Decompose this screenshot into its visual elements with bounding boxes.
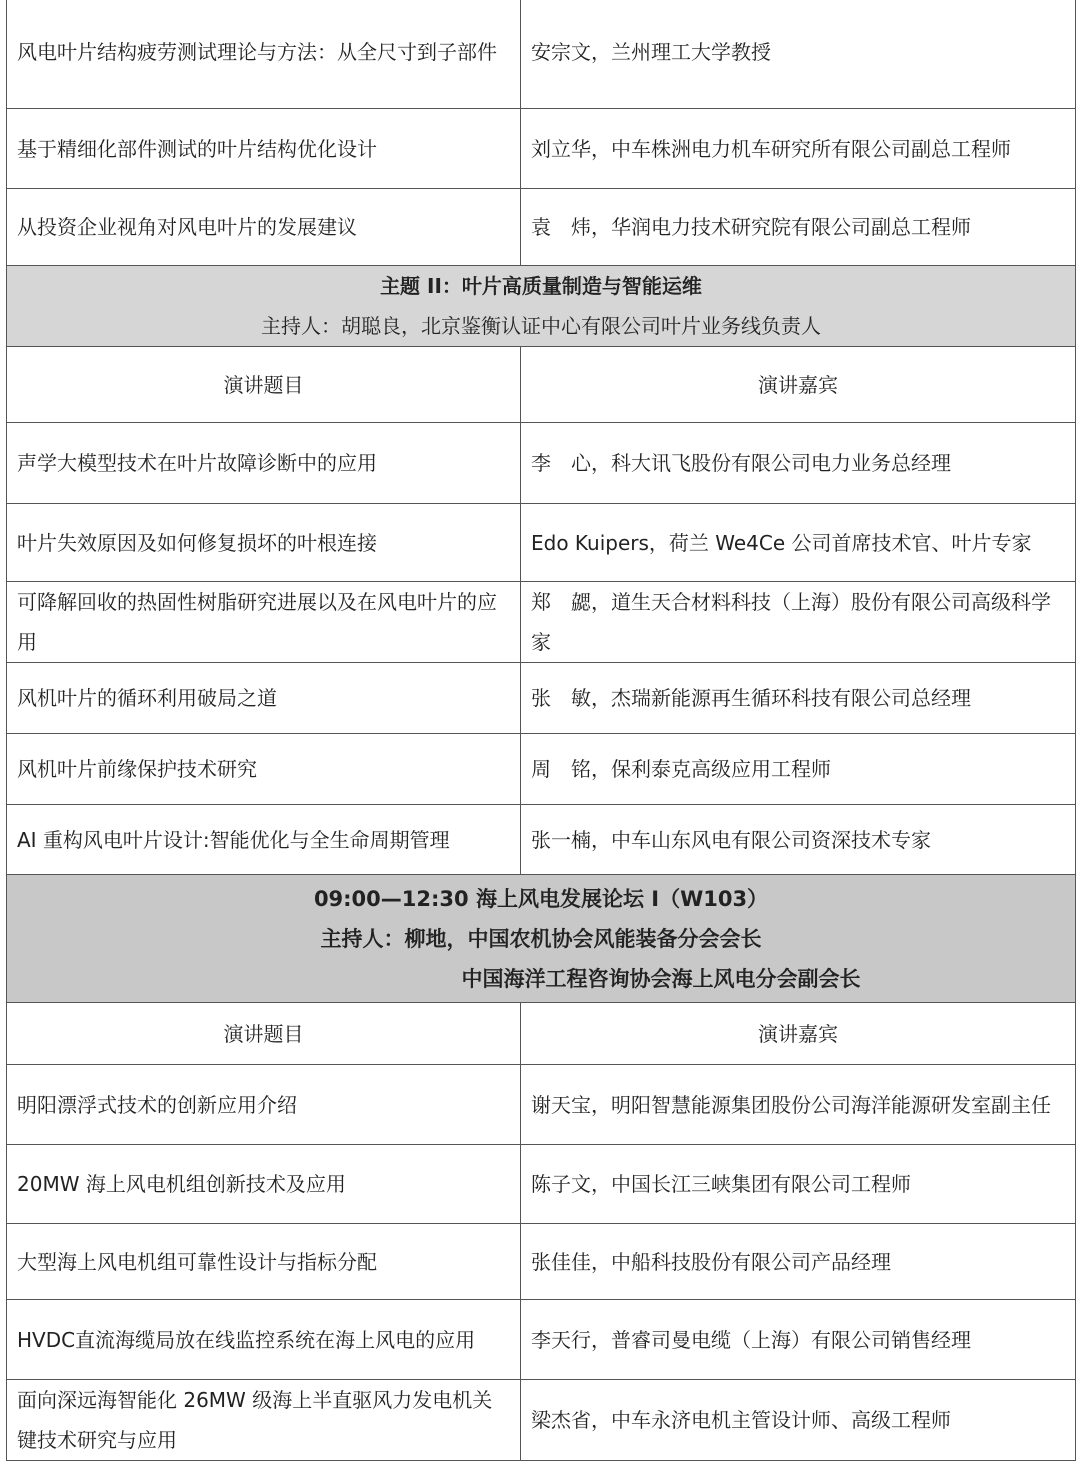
column-header-row: [7, 347, 1076, 423]
table-row: [7, 582, 1076, 663]
section-header-cell: [7, 266, 1076, 347]
talk-title: AI 重构风电叶片设计:智能优化与全生命周期管理: [7, 805, 521, 875]
talk-speaker: 安宗文，兰州理工大学教授: [521, 0, 1076, 109]
session-host-line-1: 主持人：柳地，中国农机协会风能装备分会会长: [320, 926, 762, 951]
talk-title: 基于精细化部件测试的叶片结构优化设计: [7, 109, 521, 189]
talk-title: 明阳漂浮式技术的创新应用介绍: [7, 1065, 521, 1145]
talk-speaker: 袁 炜，华润电力技术研究院有限公司副总工程师: [521, 189, 1076, 266]
talk-speaker: 谢天宝，明阳智慧能源集团股份公司海洋能源研发室副主任: [521, 1065, 1076, 1145]
theme-host: 主持人：胡聪良，北京鉴衡认证中心有限公司叶片业务线负责人: [261, 314, 821, 338]
talk-speaker: 周 铭，保利泰克高级应用工程师: [521, 734, 1076, 805]
talk-title: 风电叶片结构疲劳测试理论与方法：从全尺寸到子部件: [7, 0, 521, 109]
talk-title: 面向深远海智能化 26MW 级海上半直驱风力发电机关键技术研究与应用: [7, 1380, 521, 1461]
session-host-line-2: 中国海洋工程咨询协会海上风电分会副会长: [461, 966, 861, 991]
talk-speaker: 张一楠，中车山东风电有限公司资深技术专家: [521, 805, 1076, 875]
table-row: [7, 734, 1076, 805]
session-title: 09:00—12:30 海上风电发展论坛 I（W103）: [313, 886, 769, 911]
column-header-speaker: 演讲嘉宾: [521, 347, 1076, 423]
table-row: [7, 0, 1076, 109]
talk-title: 风机叶片的循环利用破局之道: [7, 663, 521, 734]
talk-title: HVDC直流海缆局放在线监控系统在海上风电的应用: [7, 1300, 521, 1380]
talk-speaker: 郑 勰，道生天合材料科技（上海）股份有限公司高级科学家: [521, 582, 1076, 663]
table-row: [7, 663, 1076, 734]
table-row: [7, 1224, 1076, 1300]
talk-title: 风机叶片前缘保护技术研究: [7, 734, 521, 805]
table-row: [7, 805, 1076, 875]
section-header-theme-2: [7, 266, 1076, 347]
talk-title: 可降解回收的热固性树脂研究进展以及在风电叶片的应用: [7, 582, 521, 663]
table-row: [7, 189, 1076, 266]
agenda-table: [6, 0, 1076, 1461]
section-header-forum: [7, 875, 1076, 1003]
talk-speaker: 李 心，科大讯飞股份有限公司电力业务总经理: [521, 423, 1076, 504]
table-row: [7, 1145, 1076, 1224]
talk-title: 20MW 海上风电机组创新技术及应用: [7, 1145, 521, 1224]
talk-speaker: 张 敏，杰瑞新能源再生循环科技有限公司总经理: [521, 663, 1076, 734]
talk-speaker: 梁杰省，中车永济电机主管设计师、高级工程师: [521, 1380, 1076, 1461]
column-header-title: 演讲题目: [7, 1003, 521, 1065]
column-header-title: 演讲题目: [7, 347, 521, 423]
talk-speaker: 陈子文，中国长江三峡集团有限公司工程师: [521, 1145, 1076, 1224]
talk-title: 大型海上风电机组可靠性设计与指标分配: [7, 1224, 521, 1300]
talk-speaker: Edo Kuipers，荷兰 We4Ce 公司首席技术官、叶片专家: [521, 504, 1076, 582]
table-row: [7, 1065, 1076, 1145]
table-row: [7, 504, 1076, 582]
section-header-cell: [7, 875, 1076, 1003]
table-row: [7, 109, 1076, 189]
theme-title: 主题 II：叶片高质量制造与智能运维: [380, 274, 702, 298]
table-row: [7, 423, 1076, 504]
talk-speaker: 张佳佳，中船科技股份有限公司产品经理: [521, 1224, 1076, 1300]
table-row: [7, 1380, 1076, 1461]
talk-title: 叶片失效原因及如何修复损坏的叶根连接: [7, 504, 521, 582]
talk-speaker: 李天行，普睿司曼电缆（上海）有限公司销售经理: [521, 1300, 1076, 1380]
talk-speaker: 刘立华，中车株洲电力机车研究所有限公司副总工程师: [521, 109, 1076, 189]
column-header-row: [7, 1003, 1076, 1065]
table-row: [7, 1300, 1076, 1380]
column-header-speaker: 演讲嘉宾: [521, 1003, 1076, 1065]
talk-title: 声学大模型技术在叶片故障诊断中的应用: [7, 423, 521, 504]
talk-title: 从投资企业视角对风电叶片的发展建议: [7, 189, 521, 266]
